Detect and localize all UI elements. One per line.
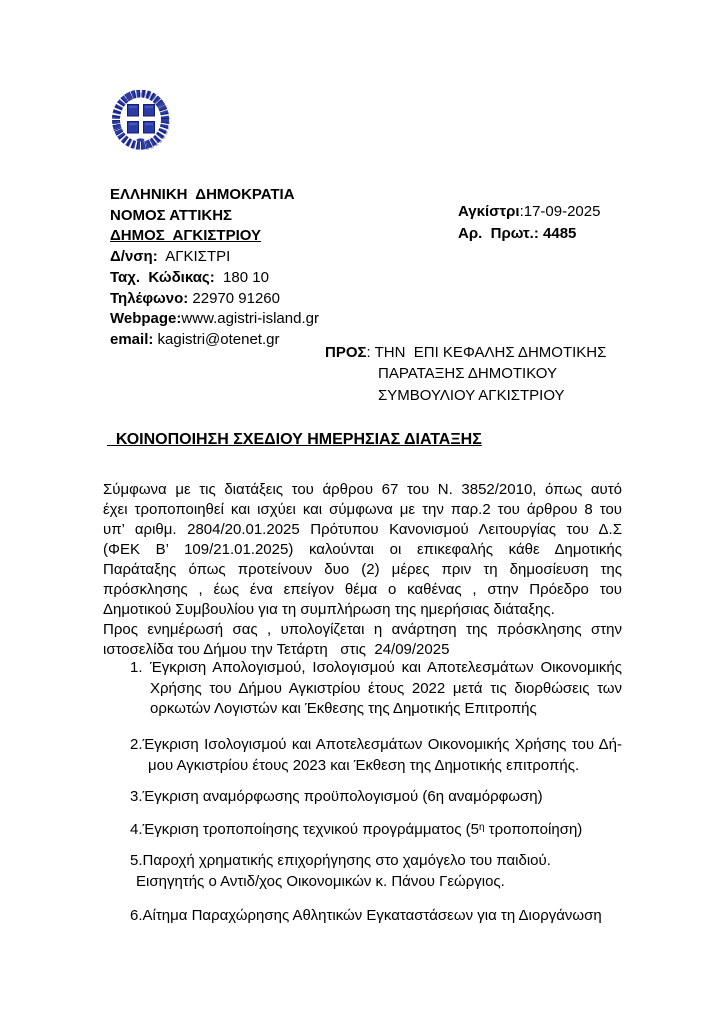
agenda-item-number: 2. [130,736,143,753]
agenda-item-line: 2.Έγκριση Ισολογισμού και Αποτελεσμάτων Οικονομικής Χρήσης του Δή- [130,736,622,753]
agenda-item-line: 1. Έγκριση Απολογισμού, Ισολογισμού και Αποτελεσμάτων Οικονομικής [130,658,622,679]
recipient-line-1: ΠΡΟΣ: ΤΗΝ ΕΠΙ ΚΕΦΑΛΗΣ ΔΗΜΟΤΙΚΗΣ [325,344,607,361]
body-line: Προς ενημέρωσή σας , υπολογίζεται η ανάρτηση της πρόσκλησης στην [103,621,622,638]
body-line: έχει τροποποιηθεί και ισχύει και σύμφωνα με την παρ.2 του άρθρου 8 του [103,501,622,518]
org-country: ΕΛΛΗΝΙΚΗ ΔΗΜΟΚΡΑΤΙΑ [110,186,295,203]
recipient-line-3: ΣΥΜΒΟΥΛΙΟΥ ΑΓΚΙΣΤΡΙΟΥ [378,386,565,404]
org-address: Δ/νση: ΑΓΚΙΣΤΡΙ [110,248,231,266]
agenda-item-3 [130,787,622,808]
place-date: Αγκίστρι:17-09-2025 [458,203,601,220]
agenda-item-number: 1. [130,659,143,676]
body-line: πρόσκλησης , έως ένα επείγον θέμα ο καθένας , στην Πρόεδρο του [103,581,622,598]
agenda-item-line: 5.Παροχή χρηματικής επιχορήγησης στο χαμόγελο του παιδιού. [130,852,551,869]
agenda-item-line: 4.Έγκριση τροποποίησης τεχνικού προγράμματος ($5^\eta$ τροποποίηση) [130,821,583,838]
body-line: Παράταξης όπως προτείνουν δυο (2) μέρες πριν τη δημοσίευση της [103,561,622,578]
agenda-item-line: ορκωτών Λογιστών και Έκθεσης της Δημοτικής Επιτροπής [150,700,537,717]
agenda-item-5 [130,851,622,892]
org-phone: Τηλέφωνο: 22970 91260 [110,289,280,307]
document-title: ΚΟΙΝΟΠΟΙΗΣΗ ΣΧΕΔΙΟΥ ΗΜΕΡΗΣΙΑΣ ΔΙΑΤΑΞΗΣ [107,431,482,448]
body-line: Δημοτικού Συμβουλίου για τη συμπλήρωση της ημερήσιας διάταξης. [103,601,555,618]
agenda-item-line: 3.Έγκριση αναμόρφωσης προϋπολογισμού (6η αναμόρφωση) [130,788,543,805]
recipient-line-2: ΠΑΡΑΤΑΞΗΣ ΔΗΜΟΤΙΚΟΥ [378,365,557,383]
org-prefecture: ΝΟΜΟΣ ΑΤΤΙΚΗΣ [110,206,233,224]
sender-block [110,185,319,351]
agenda-item-line: 6.Αίτημα Παραχώρησης Αθλητικών Εγκαταστάσεων για τη Διοργάνωση [130,907,602,924]
agenda-item-2 [130,735,622,776]
agenda-item-line: μου Αγκιστρίου έτους 2023 και Έκθεση της Δημοτικής επιτροπής. [148,756,580,774]
protocol-block [458,201,600,244]
body-line: (ΦΕΚ Β’ 109/21.01.2025) καλούνται οι επικεφαλής κάθε Δημοτικής [103,541,622,558]
body-line: Σύμφωνα με τις διατάξεις του άρθρου 67 του Ν. 3852/2010, όπως αυτό [103,481,622,498]
superscript-eta: η [478,822,485,833]
agenda-item-number: 4. [130,821,143,838]
org-webpage: Webpage:www.agistri-island.gr [110,310,319,328]
agenda-item-1 [130,658,622,720]
protocol-number: Αρ. Πρωτ.: 4485 [458,224,577,242]
org-postal-code: Ταχ. Κώδικας: 180 10 [110,268,269,286]
recipient-block [325,342,606,406]
greek-national-emblem-icon [112,90,170,150]
body-line: υπ’ αριθμ. 2804/20.01.2025 Πρότυπου Κανονισμού Λειτουργίας του Δ.Σ [103,521,622,538]
agenda-item-line: Εισηγητής ο Αντιδ/χος Οικονομικών κ. Πάνου Γεώργιος. [136,872,505,890]
agenda-item-6 [130,906,622,927]
agenda-item-number: 5. [130,852,143,869]
body-line: ιστοσελίδα του Δήμου την Τετάρτη στις 24/09/2025 [103,641,450,658]
agenda-item-number: 6. [130,907,143,924]
org-email: email: kagistri@otenet.gr [110,330,280,348]
agenda-item-line: Χρήσης του Δήμου Αγκιστρίου έτους 2022 μετά τις διορθώσεις των [150,679,622,697]
org-municipality: ΔΗΜΟΣ ΑΓΚΙΣΤΡΙΟΥ [110,227,261,245]
body-text [103,480,622,660]
agenda-item-number: 3. [130,788,143,805]
agenda-item-4 [130,818,622,841]
